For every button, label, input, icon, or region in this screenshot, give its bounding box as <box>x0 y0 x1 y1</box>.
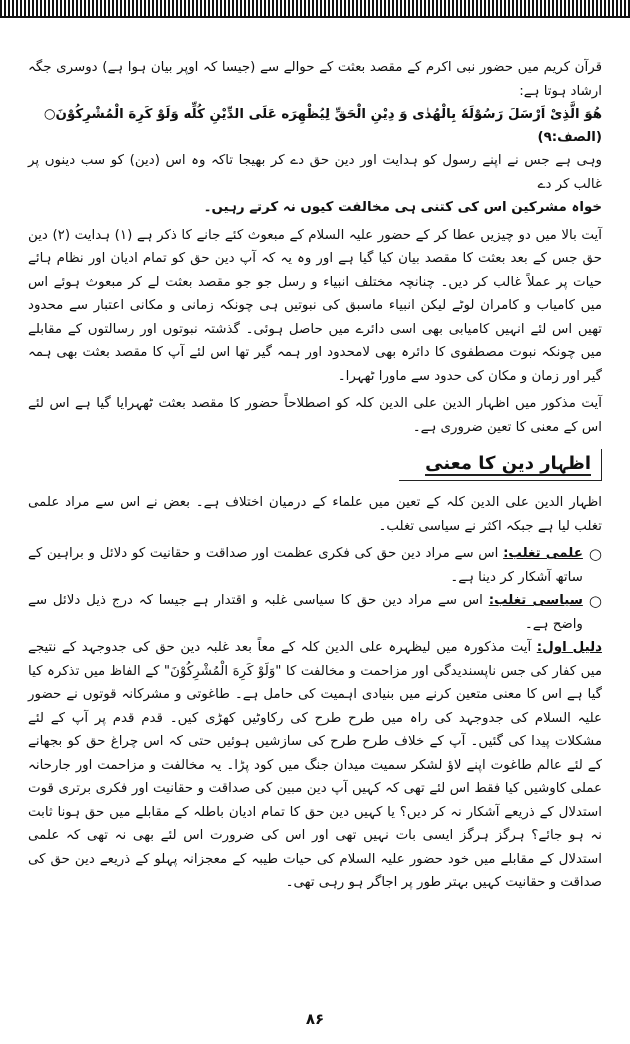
bullet-label-ilmi: علمی تغلب: <box>503 546 583 561</box>
page-number: ۸۶ <box>305 1010 325 1028</box>
bullet-item-siyasi <box>28 589 602 636</box>
bullet-item-ilmi <box>28 542 602 589</box>
section-heading <box>399 449 602 481</box>
proof-label: دلیل اول: <box>536 640 602 655</box>
bullet-text-ilmi: اس سے مراد دین حق کی فکری عظمت اور صداقت و حقانیت کو دلائل و براہین کے ساتھ آشکار کر دینا ہے۔ <box>28 546 583 585</box>
verse-translation-line-2: خواہ مشرکین اس کی کتنی ہی مخالفت کیوں نہ کرتے رہیں۔ <box>203 200 602 215</box>
section-heading-wrap <box>28 449 602 481</box>
bullet-text-siyasi: اس سے مراد دین حق کا سیاسی غلبہ و اقتدار ہے جیسا کہ درج ذیل دلائل سے واضح ہے۔ <box>28 593 583 632</box>
paragraph-2: آیت مذکور میں اظہار الدین علی الدین کلہ کو اصطلاحاً حضور کا مقصد بعثت ٹھہرایا گیا ہے اس لئے اس کے معنی کا تعین ضروری ہے۔ <box>28 396 602 435</box>
paragraph-1: آیت بالا میں دو چیزیں عطا کر کے حضور علیہ السلام کے مبعوث کئے جانے کا ذکر ہے (۱) ہدایت (۲) دین حق جس کے بعد بعثت کا مقصد بیان کیا گیا ہے اور وہ یہ کہ آپ دین حق کو تمام ادیان اور نظام ہائے حیات پر عملاً غالب کر دیں۔ چنانچہ مختلف انبیاء و رسل جو جو مقصد بعثت لے کر مبعوث ہوئے اس میں کامیاب و کامران لوٹے لیکن انبیاء ماسبق کی نبوتیں ہی چونکہ زمانی و مکانی اعتبار سے محدود تھیں اس لئے انہیں کامیابی بھی اسی دائرے میں حاصل ہوئی۔ گذشتہ نبوتوں اور رسالتوں کے مقابلے میں چونکہ نبوت مصطفوی کا دائرہ بھی لامحدود اور ہمہ گیر تھا اس لئے آپ کا مقصد بعثت بھی ہمہ گیر اور زمان و مکان کی حدود سے ماورا ٹھہرا۔ <box>28 227 602 384</box>
paragraph-3: اظہار الدین علی الدین کلہ کے تعین میں علماء کے درمیان اختلاف ہے۔ بعض نے اس سے مراد علمی تغلب لیا ہے جبکہ اکثر نے سیاسی تغلب۔ <box>28 495 602 534</box>
circle-bullet-icon: ○ <box>588 545 602 563</box>
document-page <box>28 56 602 895</box>
quran-verse: هُوَ الَّذِىْ اَرْسَلَ رَسُوْلَهٗ بِالْهُدٰى وَ دِيْنِ الْحَقِّ لِيُظْهِرَه عَلَى الدِّيْنِ كُلِّه وَلَوْ كَرِهَ الْمُشْرِكُوْنَ○ (الصف:۹) <box>43 107 602 145</box>
page-top-border <box>0 0 630 18</box>
section-heading-text: اظہار دین کا معنی <box>425 453 591 474</box>
proof-text: آیت مذکورہ میں لیظہرہ علی الدین کلہ کے معاً بعد غلبہ دین حق کی جدوجہد کے نتیجے میں کفار کی جس ناپسندیدگی اور مزاحمت و مخالفت کا "وَلَوْ كَرِهَ الْمُشْرِكُوْنَ" کے الفاظ میں تذکرہ کیا گیا ہے اس کا معنی متعین کرنے میں بنیادی اہمیت کی حامل ہے۔ طاغوتی و مشرکانہ قوتوں نے حضور علیہ السلام کی جدوجہد کی راہ میں طرح طرح کی رکاوٹیں کھڑی کیں۔ قدم قدم پر آپ کے لئے مشکلات پیدا کی گئیں۔ آپ کے خلاف طرح طرح کی سازشیں ہوئیں حتی کہ اس چراغ حق کو بجھانے کے لئے عالم طاغوت اپنے لاؤ لشکر سمیت میدان جنگ میں کود پڑا۔ یہ مخالفت و مزاحمت اور جارحانہ عملی کاوشیں کیا فقط اس لئے تھی کہ کہیں آپ دین مبین کی صداقت و حقانیت اور فکری برتری قوت استدلال کے ذریعے آشکار نہ کر دیں؟ یا کہیں دین حق کا تمام ادیان باطلہ کے مقابلے میں حق ہونا ثابت نہ ہو جائے؟ ہرگز ہرگز ایسی بات نہیں تھی اور اس کی ضرورت اس لئے بھی نہ تھی کہ علمی استدلال کے مقابلے میں خود حضور علیہ السلام کی حیات طیبہ کے معجزانہ پہلو کے ذریعے دین حق کی صداقت و حقانیت کہیں بہتر طور پر اجاگر ہو رہی تھی۔ <box>28 640 602 890</box>
intro-paragraph: قرآن کریم میں حضور نبی اکرم کے مقصد بعثت کے حوالے سے (جیسا کہ اوپر بیان ہوا ہے) دوسری جگہ ارشاد ہوتا ہے: <box>28 60 602 99</box>
circle-bullet-icon: ○ <box>588 592 602 610</box>
bullet-label-siyasi: سیاسی تغلب: <box>488 593 583 608</box>
proof-paragraph <box>28 636 602 895</box>
verse-translation-line-1: وہی ہے جس نے اپنے رسول کو ہدایت اور دین حق دے کر بھیجا تاکہ وہ اس (دین) کو سب دینوں پر غالب کر دے <box>28 153 602 192</box>
